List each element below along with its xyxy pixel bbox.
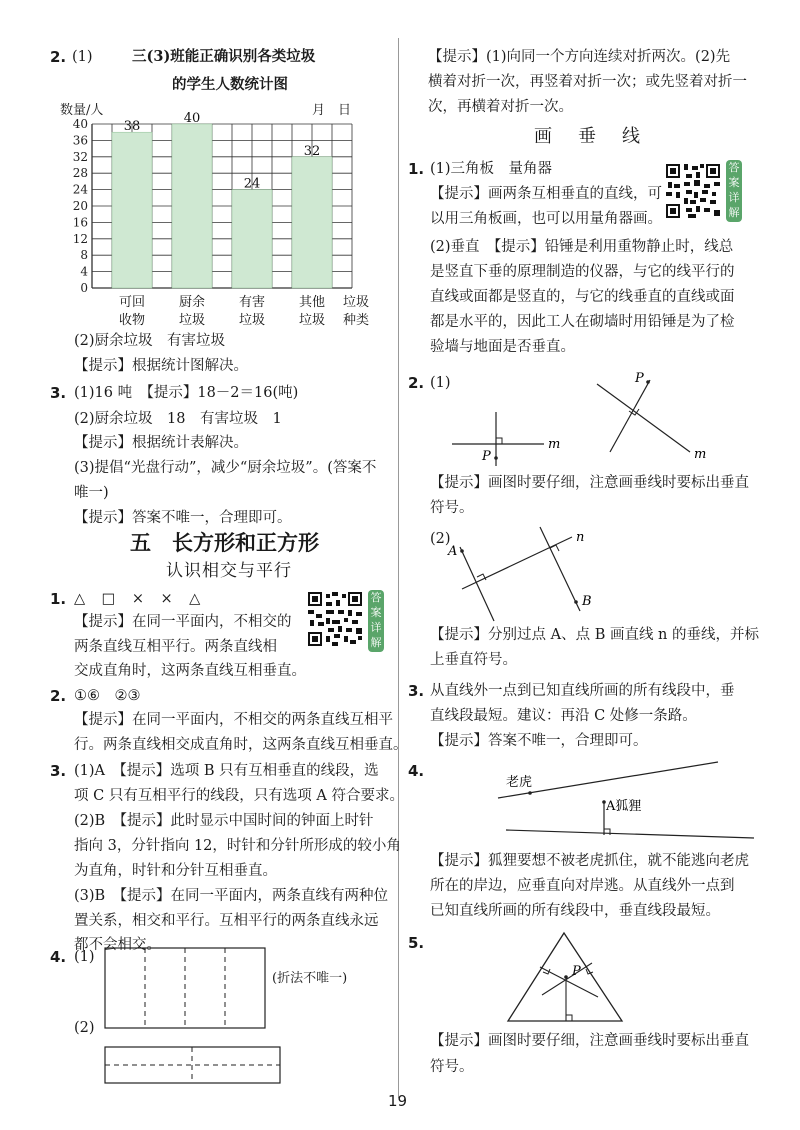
answer-detail-tag: 答案详解 [368,590,384,652]
label-a: A [448,544,458,559]
tiger-fox-figure [402,758,800,848]
point-tiger [528,791,532,795]
chart-title-line2: 的学生人数统计图 [172,76,288,93]
s2-line3: 行。两条直线相交成直角时，这两条直线互相垂直。 [74,737,408,753]
r1-line4: (2)垂直 【提示】铅锤是利用重物静止时，线总 [430,239,734,255]
y-tick-label: 24 [72,182,88,197]
label-n: n [576,530,585,545]
r2-number: 2. [408,374,425,392]
perpendicular-figure-2 [402,525,800,625]
r1-line2: 【提示】画两条互相垂直的直线，可 [430,186,662,202]
r4-number: 4. [408,762,425,780]
x-tick-label: 收物 [118,313,146,328]
y-tick-label: 20 [72,199,88,213]
r5-number: 5. [408,934,425,952]
r4-line3: 已知直线所画的所有线段中，垂直线段最短。 [430,903,720,919]
r3-number: 3. [408,682,425,700]
s3-line2: 项 C 只有互相平行的线段，只有选项 A 符合要求。 [74,788,405,804]
s2-line2: 【提示】在同一平面内，不相交的两条直线互相平 [74,712,393,728]
r2-hint2-line1: 【提示】分别过点 A、点 B 画直线 n 的垂线，并标 [430,627,760,643]
point-p-2 [646,380,650,384]
chart-xlabel-2: 种类 [343,313,370,328]
s2-line1: ①⑥ ②③ [74,688,141,704]
x-tick-label: 厨余 [178,295,206,310]
bar-其他垃圾 [292,157,332,288]
x-tick-label: 垃圾 [298,313,326,328]
chart-date-label: 月 日 [312,103,352,118]
perpendicular-figure-1 [402,370,800,470]
r1-line1: (1)三角板 量角器 [430,161,553,177]
x-tick-label: 可回 [118,295,146,310]
r1-line7: 都是水平的，因此工人在砌墙时用铅锤是为了检 [430,314,735,330]
answer-detail-tag-2: 答案详解 [726,160,742,222]
column-divider [398,38,399,1098]
chart-ylabel: 数量/人 [60,103,104,118]
r4-line2: 所在的岸边，应垂直向对岸逃。从直线外一点到 [430,878,735,894]
label-tiger: 老虎 [506,775,533,790]
r1-number: 1. [408,160,425,178]
right-angle-mark-fox [604,829,610,835]
r2-part2: (2) [430,531,451,547]
s3-line1: (1)A 【提示】选项 B 只有互相垂直的线段，选 [74,763,379,779]
top-hint-line1: 【提示】(1)向同一个方向连续对折两次。(2)先 [428,49,731,65]
y-tick-label: 4 [80,264,88,279]
s4-part2: (2) [74,1020,95,1036]
y-tick-label: 0 [80,281,88,295]
y-tick-label: 28 [72,166,88,181]
r4-line1: 【提示】狐狸要想不被老虎抓住，就不能逃向老虎 [430,853,749,869]
r3-line2: 直线段最短。建议：再沿 C 处修一条路。 [430,708,697,724]
section-title-perpendicular: 画 垂 线 [534,126,644,147]
data-label: 24 [243,176,261,192]
r2-part1: (1) [430,375,451,391]
y-tick-label: 12 [72,231,88,246]
s1-line3: 两条直线互相平行。两条直线相 [74,639,277,655]
s3-line5: 为直角，时针和分针互相垂直。 [74,863,277,879]
point-p [564,975,568,979]
s4-fold-note: (折法不唯一) [272,971,348,986]
r2-hint1-line2: 符号。 [430,500,474,516]
r5-line1: 【提示】画图时要仔细，注意画垂线时要标出垂直 [430,1033,749,1049]
y-tick-label: 16 [72,215,88,230]
perp-through-b [540,527,580,611]
right-angle-mark-1 [496,438,502,444]
r2-hint2-line2: 上垂直符号。 [430,652,517,668]
q3-line6: 【提示】答案不唯一，合理即可。 [74,510,292,526]
label-m-1: m [548,437,561,452]
y-tick-label: 36 [72,133,88,148]
perp-through-a [460,547,494,621]
r3-line3: 【提示】答案不唯一，合理即可。 [430,733,648,749]
x-tick-label: 垃圾 [178,313,206,328]
right-angle-mark-a [477,574,486,580]
folding-diagrams [0,940,398,1090]
bar-有害垃圾 [232,190,272,288]
s3-line6: (3)B 【提示】在同一平面内，两条直线有两种位 [74,888,388,904]
q2-hint: 【提示】根据统计图解决。 [74,358,248,374]
data-label: 38 [123,119,141,135]
s1-number: 1. [50,590,67,608]
label-p: P [572,964,581,979]
s1-line1: △ □ × × △ [74,591,202,607]
bar-可回收物 [112,132,152,288]
q3-line2: (2)厨余垃圾 18 有害垃圾 1 [74,411,282,427]
data-label: 32 [303,143,321,159]
point-p-1 [494,456,498,460]
s3-line7: 置关系，相交和平行。互相平行的两条直线永远 [74,913,379,929]
right-angle-mark-base [566,1015,572,1021]
q3-line5: 唯一) [74,485,109,501]
bar-chart [0,112,398,332]
r1-line6: 直线或面都是竖直的，与它的线垂直的直线或面 [430,289,735,305]
q2-number: 2. [50,48,67,66]
s4-part1: (1) [74,949,95,965]
r5-line2: 符号。 [430,1059,474,1075]
point-b [574,600,578,604]
line-m-2 [597,384,690,452]
qr-code-icon[interactable] [306,590,364,648]
q3-number: 3. [50,384,67,402]
section-title-rectangles: 五 长方形和正方形 [130,531,319,555]
x-tick-label: 垃圾 [238,313,266,328]
q3-line4: (3)提倡“光盘行动”，减少“厨余垃圾”。(答案不 [74,460,377,476]
label-p-1: P [482,449,491,464]
q2-answer2: (2)厨余垃圾 有害垃圾 [74,333,226,349]
label-b: B [582,594,592,609]
y-tick-label: 40 [72,117,88,131]
point-a [460,549,464,553]
top-hint-line2: 横着对折一次，再竖着对折一次；或先竖着对折一 [428,74,747,90]
label-p-2: P [635,371,644,386]
r2-hint1-line1: 【提示】画图时要仔细，注意画垂线时要标出垂直 [430,475,749,491]
q3-line3: 【提示】根据统计表解决。 [74,435,248,451]
y-tick-label: 32 [72,149,88,164]
top-hint-line3: 次，再横着对折一次。 [428,99,573,115]
q3-line1: (1)16 吨 【提示】18－2＝16(吨) [74,385,299,401]
s1-line2: 【提示】在同一平面内，不相交的 [74,614,292,630]
y-tick-label: 8 [80,248,88,263]
r1-line3: 以用三角板画，也可以用量角器画。 [430,211,662,227]
s4-number: 4. [50,948,67,966]
q2-part1: (1) [72,49,93,65]
s3-number: 3. [50,762,67,780]
data-label: 40 [183,112,201,126]
s1-line4: 交成直角时，这两条直线互相垂直。 [74,663,306,679]
label-fox: A狐狸 [606,799,642,814]
triangle-figure [402,925,800,1025]
label-m-2: m [694,447,707,462]
x-tick-label: 其他 [298,295,326,310]
s3-line4: 指向 3，分针指向 12，时针和分针所形成的较小角 [74,838,401,854]
x-tick-label: 有害 [238,295,266,310]
perp-line-2 [610,380,650,452]
r1-line5: 是竖直下垂的原理制造的仪器，与它的线平行的 [430,264,735,280]
chart-title-line1: 三(3)班能正确识别各类垃圾 [132,48,316,65]
qr-code-icon-2[interactable] [664,162,722,220]
s3-line8: 都不会相交。 [74,937,161,953]
page-number: 19 [388,1092,408,1110]
r3-line1: 从直线外一点到已知直线所画的所有线段中，垂 [430,683,735,699]
bar-厨余垃圾 [172,124,212,288]
opposite-shore-line [506,830,754,838]
s3-line3: (2)B 【提示】此时显示中国时间的钟面上时针 [74,813,374,829]
r1-line8: 验墙与地面是否垂直。 [430,339,575,355]
s2-number: 2. [50,687,67,705]
subsection-title-parallel: 认识相交与平行 [166,561,292,581]
chart-xlabel-1: 垃圾 [343,295,370,310]
